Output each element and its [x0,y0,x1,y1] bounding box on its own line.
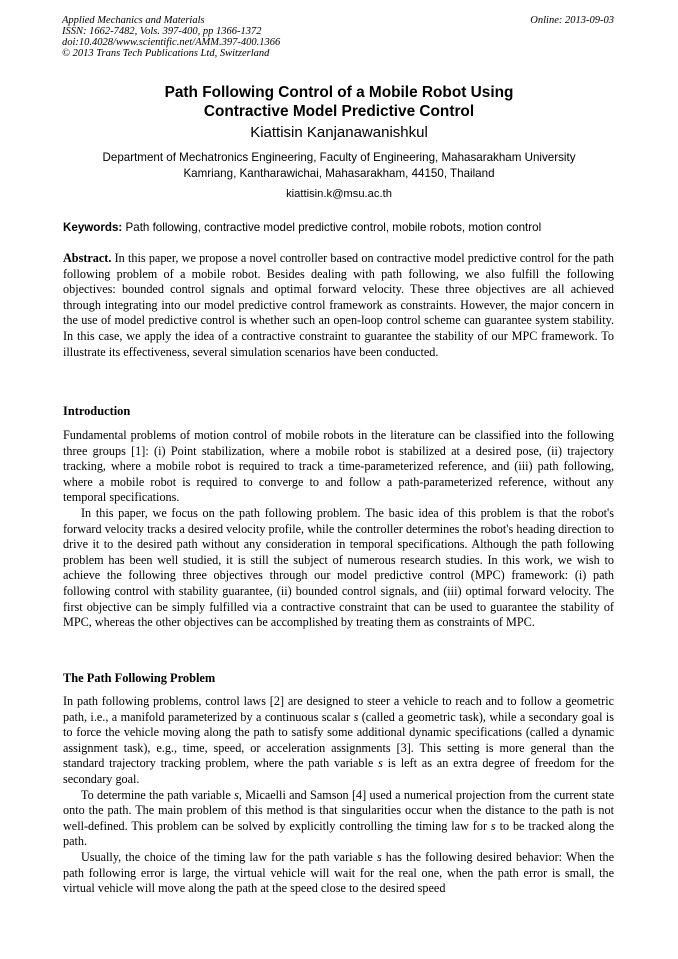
path-following-paragraph-2: To determine the path variable s, Micaelli and Samson [4] used a numerical projection from the current state onto the path. The main problem of this method is that singularities occur when the distance to the path is not well-defined. This problem can be solved by explicitly controlling the timing law for s to be tracked along the path. [63,787,615,849]
online-date: Online: 2013-09-03 [530,15,614,26]
introduction-paragraph-2: In this paper, we focus on the path following problem. The basic idea of this problem is that the robot's forward velocity tracks a desired velocity profile, while the controller determines the robot's heading direction to drive it to the desired path without any consideration in temporal specifications. Although the path following problem has been well studied, it is still the subject of numerous research studies. In this work, we wish to achieve the following three objectives through our model predictive control (MPC) framework: (i) path following control with stability guarantee, (ii) bounded control signals, and (iii) optimal forward velocity. The first objective can be simply fulfilled via a contractive constraint that can be used to guarantee the stability of MPC, whereas the other objectives can be accomplished by treating them as constraints of MPC. [63,505,614,630]
author-email: kiattisin.k@msu.ac.th [286,188,392,200]
keywords-text: Path following, contractive model predictive control, mobile robots, motion control [125,221,542,234]
path-following-heading: The Path Following Problem [63,671,216,685]
introduction-paragraph-1: Fundamental problems of motion control of mobile robots in the literature can be classified into the following three groups [1]: (i) Point stabilization, where a mobile robot is stabilized at a desired pose, (ii) trajectory tracking, where a mobile robot is required to track a time-parameterized reference, and (iii) path following, where a mobile robot is required to converge to and follow a path-parameterized reference, without any temporal specifications. [63,428,614,505]
path-following-paragraph-1: In path following problems, control laws [2] are designed to steer a vehicle to reach and to follow a geometric path, i.e., a manifold parameterized by a continuous scalar s (called a geometric task), while a secondary goal is to force the vehicle moving along the path to satisfy some additional dynamic specifications (called a dynamic assignment task), e.g., time, speed, or acceleration assignments [3]. This setting is more general than the standard trajectory tracking problem, where the path variable s is left as an extra degree of freedom for the secondary goal. [63,694,615,786]
paper-title [0,83,678,121]
abstract [63,251,614,360]
author-name: Kiattisin Kanjanawanishkul [250,124,428,141]
affiliation [0,150,678,181]
path-following-body [63,694,614,897]
keywords-label: Keywords: [63,221,123,234]
affiliation-line-2: Kamriang, Kantharawichai, Mahasarakham, 44150, Thailand [183,166,495,180]
introduction-body [63,428,614,631]
issn-line: ISSN: 1662-7482, Vols. 397-400, pp 1366-1372 [62,26,262,37]
title-line-1: Path Following Control of a Mobile Robot Using [164,84,514,101]
copyright-line: © 2013 Trans Tech Publications Ltd, Switzerland [62,48,270,59]
introduction-heading: Introduction [63,404,131,418]
doi-line: doi:10.4028/www.scientific.net/AMM.397-400.1366 [62,37,281,48]
journal-header [62,15,616,59]
journal-name: Applied Mechanics and Materials [62,15,205,26]
abstract-text: In this paper, we propose a novel controller based on contractive model predictive control for the path following problem of a mobile robot. Besides dealing with path following, we also fulfill the following objectives: bounded control signals and optimal forward velocity. These three objectives are all achieved through integrating into our model predictive control framework as constraints. However, the major concern in the use of model predictive control is whether such an open-loop control scheme can guarantee system stability. In this case, we apply the idea of a contractive constraint to guarantee the stability of our MPC framework. To illustrate its effectiveness, several simulation scenarios have been conducted. [63,251,614,359]
path-following-paragraph-3: Usually, the choice of the timing law for the path variable s has the following desired behavior: When the path following error is large, the virtual vehicle will wait for the real one, when the path error is small, the virtual vehicle will move along the path at the speed close to the desired speed [63,849,615,896]
keywords [63,220,617,235]
title-line-2: Contractive Model Predictive Control [203,103,475,120]
abstract-label: Abstract. [63,251,112,265]
affiliation-line-1: Department of Mechatronics Engineering, Faculty of Engineering, Mahasarakham University [102,151,576,164]
